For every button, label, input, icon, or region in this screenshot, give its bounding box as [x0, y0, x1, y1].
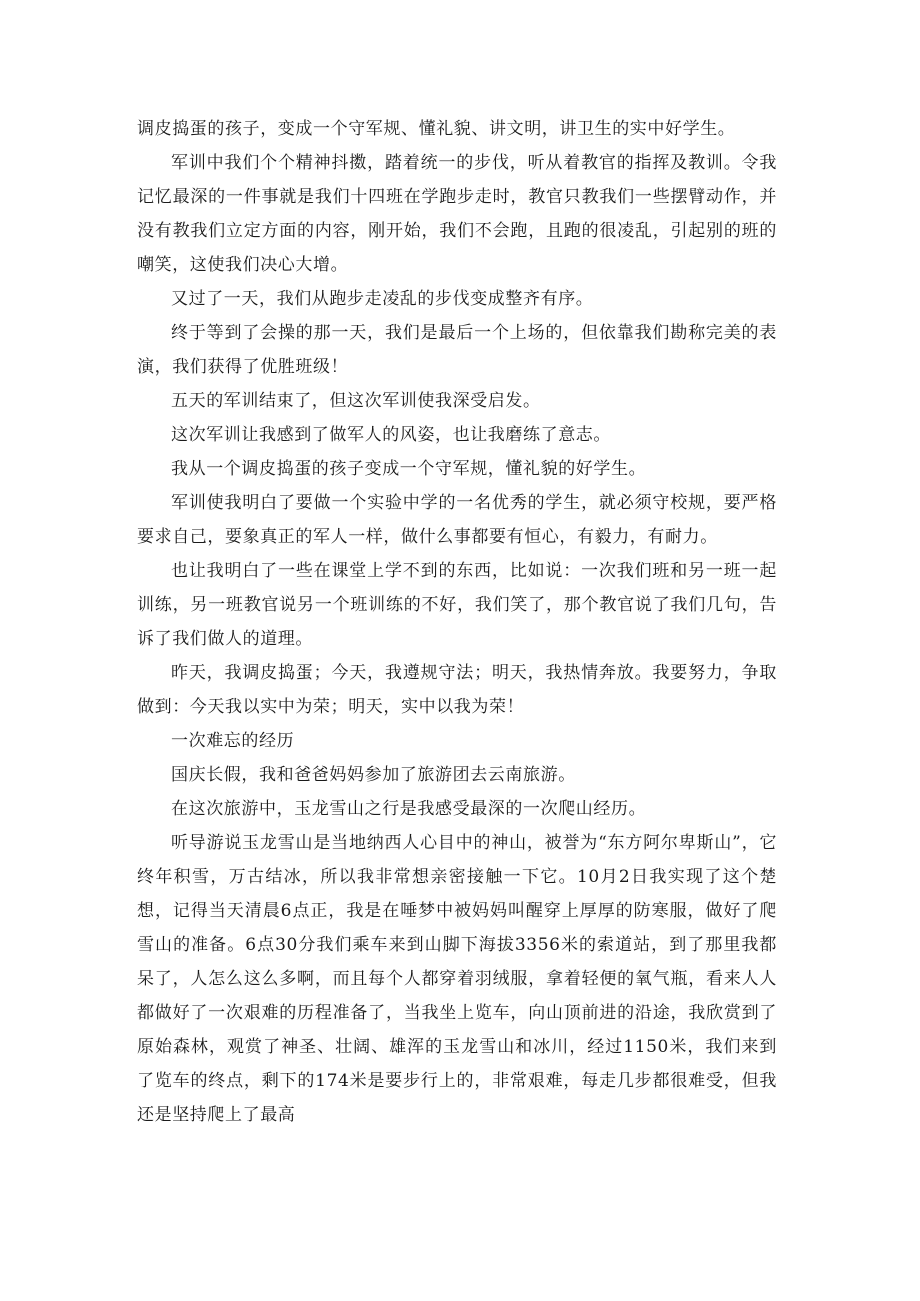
paragraph: 军训中我们个个精神抖擞，踏着统一的步伐，听从着教官的指挥及教训。令我记忆最深的一件事就是我们十四班在学跑步走时，教官只教我们一些摆臂动作，并没有教我们立定方面的内容，刚开始，我们不会跑，且跑的很凌乱，引起别的班的嘲笑，这使我们决心大增。: [137, 153, 777, 275]
paragraph: 终于等到了会操的那一天，我们是最后一个上场的，但依靠我们勘称完美的表演，我们获得了优胜班级！: [137, 323, 777, 377]
paragraph: 在这次旅游中，玉龙雪山之行是我感受最深的一次爬山经历。: [171, 799, 647, 819]
paragraph: 这次军训让我感到了做军人的风姿，也让我磨练了意志。: [171, 425, 611, 445]
paragraph: 调皮捣蛋的孩子，变成一个守军规、懂礼貌、讲文明，讲卫生的实中好学生。: [137, 119, 736, 139]
paragraph: 我从一个调皮捣蛋的孩子变成一个守军规，懂礼貌的好学生。: [171, 459, 647, 479]
paragraph: 又过了一天，我们从跑步走凌乱的步伐变成整齐有序。: [171, 289, 594, 309]
paragraph: 听导游说玉龙雪山是当地纳西人心目中的神山，被誉为“东方阿尔卑斯山”，它终年积雪，万古结冰，所以我非常想亲密接触一下它。10月2日我实现了这个楚想，记得当天清晨6点正，我是在唾梦中被妈妈叫醒穿上厚厚的防寒服，做好了爬雪山的准备。6点30分我们乘车来到山脚下海拔3356米的索道站，到了那里我都呆了，人怎么这么多啊，而且每个人都穿着羽绒服，拿着轻便的氧气瓶，看来人人都做好了一次艰难的历程准备了，当我坐上览车，向山顶前进的沿途，我欣赏到了原始森林，观赏了神圣、壮阔、雄浑的玉龙雪山和冰川，经过1150米，我们来到了览车的终点，剩下的174米是要步行上的，非常艰难，每走几步都很难受，但我还是坚持爬上了最高: [137, 833, 777, 1125]
section-heading: 一次难忘的经历: [171, 731, 295, 751]
paragraph: 昨天，我调皮捣蛋；今天，我遵规守法；明天，我热情奔放。我要努力，争取做到：今天我以实中为荣；明天，实中以我为荣！: [137, 663, 777, 717]
paragraph: 五天的军训结束了，但这次军训使我深受启发。: [171, 391, 541, 411]
paragraph: 军训使我明白了要做一个实验中学的一名优秀的学生，就必须守校规，要严格要求自己，要象真正的军人一样，做什么事都要有恒心，有毅力，有耐力。: [137, 493, 777, 547]
document-body: [137, 112, 777, 1132]
paragraph: 国庆长假，我和爸爸妈妈参加了旅游团去云南旅游。: [171, 765, 576, 785]
paragraph: 也让我明白了一些在课堂上学不到的东西，比如说：一次我们班和另一班一起训练，另一班教官说另一个班训练的不好，我们笑了，那个教官说了我们几句，告诉了我们做人的道理。: [137, 561, 777, 649]
